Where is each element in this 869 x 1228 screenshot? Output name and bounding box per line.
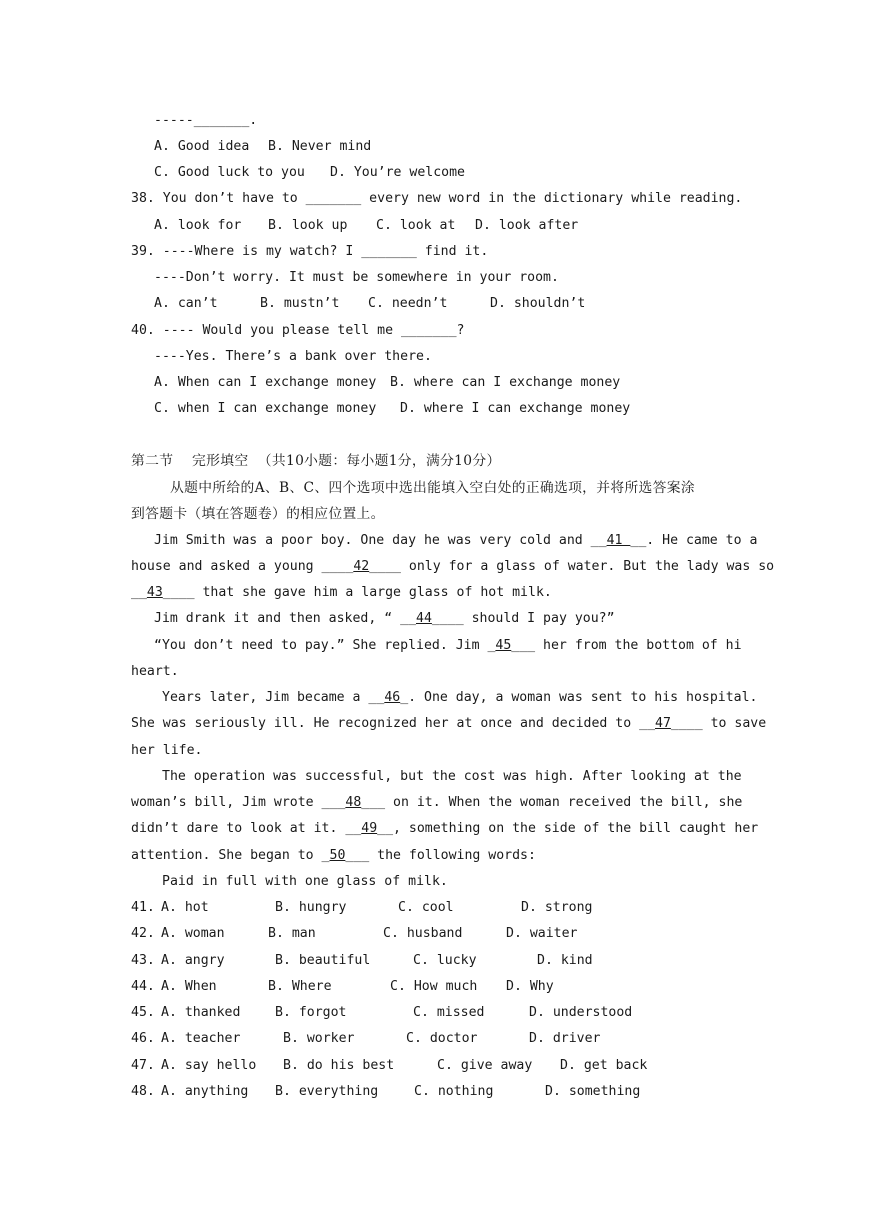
q40-options-row1 [0,374,869,392]
q37-dash-line: -----_______. [154,113,258,128]
q39-option-d: D. shouldn’t [490,296,586,311]
cloze-option: A. thanked [161,1005,241,1020]
q38-stem: 38. You don’t have to _______ every new word in the dictionary while reading. [131,191,743,206]
cloze-option: C. missed [413,1005,485,1020]
cloze-row-43: 43. A. angry B. beautiful C. lucky D. kind [131,953,593,968]
passage-line: She was seriously ill. He recognized her at once and decided to __47____ to save [131,716,767,731]
q39-stem: 39. ----Where is my watch? I _______ find it. [131,244,489,259]
passage-line: Paid in full with one glass of milk. [162,874,448,889]
cloze-option: D. strong [521,900,593,915]
section2-instructions-line2: 到答题卡（填在答题卷）的相应位置上。 [131,506,385,522]
cloze-option: C. nothing [414,1084,494,1099]
cloze-option: A. anything [161,1084,249,1099]
cloze-option: D. something [545,1084,641,1099]
passage-line: didn’t dare to look at it. __49__, something on the side of the bill caught her [131,821,759,836]
q40-option-a: A. When can I exchange money [154,375,377,390]
q37-option-a: A. Good idea [154,139,250,154]
q37-options-row1 [0,138,869,156]
passage-line: __43____ that she gave him a large glass of hot milk. [131,585,552,600]
blank-43: 43 [146,585,163,600]
passage-line: Jim drank it and then asked, “ __44____ should I pay you?” [154,611,615,626]
cloze-option: B. everything [275,1084,379,1099]
cloze-option: D. get back [560,1058,648,1073]
q40-option-b: B. where can I exchange money [390,375,621,390]
cloze-option: A. teacher [161,1031,241,1046]
blank-47: 47 [655,716,671,731]
cloze-option: A. say hello [161,1058,257,1073]
cloze-row-44: 44. A. When B. Where C. How much D. Why [131,979,554,994]
cloze-option: C. How much [390,979,478,994]
cloze-option: B. man [268,926,316,941]
cloze-option: D. kind [537,953,593,968]
cloze-option: D. driver [529,1031,601,1046]
blank-44: 44 [416,611,432,626]
cloze-row-48: 48. A. anything B. everything C. nothing D. something [131,1084,641,1099]
cloze-row-45: 45. A. thanked B. forgot C. missed D. understood [131,1005,633,1020]
q37-option-b: B. Never mind [268,139,372,154]
passage-line: attention. She began to _50___ the following words: [131,848,536,863]
q39-reply: ----Don’t worry. It must be somewhere in your room. [154,270,559,285]
q40-stem: 40. ---- Would you please tell me _______? [131,323,465,338]
q38-option-c: C. look at [376,218,456,233]
passage-line: heart. [131,664,179,679]
q38-option-d: D. look after [475,218,579,233]
passage-line: Jim Smith was a poor boy. One day he was very cold and __41 __. He came to a [154,533,758,548]
cloze-option: B. Where [268,979,332,994]
cloze-option: B. forgot [275,1005,347,1020]
cloze-option: A. hot [161,900,209,915]
cloze-row-42: 42. A. woman B. man C. husband D. waiter [131,926,578,941]
passage-line: woman’s bill, Jim wrote ___48___ on it. When the woman received the bill, she [131,795,743,810]
section2-heading: 第二节 完形填空 （共10小题：每小题1分，满分10分） [131,453,501,469]
passage-line: The operation was successful, but the cost was high. After looking at the [162,769,742,784]
q39-options [0,295,869,313]
cloze-option: B. do his best [283,1058,395,1073]
q38-options [0,217,869,235]
q39-option-a: A. can’t [154,296,218,311]
blank-50: 50 [329,848,346,863]
cloze-option: A. When [161,979,217,994]
q37-option-d: D. You’re welcome [330,165,465,180]
q39-option-b: B. mustn’t [260,296,340,311]
passage-line: “You don’t need to pay.” She replied. Jim _45___ her from the bottom of hi [154,638,742,653]
cloze-option: A. woman [161,926,225,941]
cloze-option: D. understood [529,1005,633,1020]
passage-line: her life. [131,743,203,758]
cloze-option: C. doctor [406,1031,478,1046]
blank-46: 46 [384,690,401,705]
blank-45: 45 [495,638,512,653]
blank-49: 49 [361,821,378,836]
passage-line: Years later, Jim became a __46_. One day, a woman was sent to his hospital. [162,690,758,705]
q38-option-a: A. look for [154,218,242,233]
cloze-row-47: 47. A. say hello B. do his best C. give away D. get back [131,1058,648,1073]
q40-options-row2 [0,400,869,418]
cloze-row-41: 41. A. hot B. hungry C. cool D. strong [131,900,593,915]
cloze-option: C. lucky [413,953,477,968]
cloze-option: C. husband [383,926,463,941]
section2-instructions-line1: 从题中所给的A、B、C、四个选项中选出能填入空白处的正确选项，并将所选答案涂 [170,480,695,496]
cloze-option: C. give away [437,1058,533,1073]
cloze-option: D. Why [506,979,554,994]
cloze-option: B. worker [283,1031,355,1046]
cloze-option: C. cool [398,900,454,915]
q40-option-c: C. when I can exchange money [154,401,377,416]
cloze-option: B. hungry [275,900,347,915]
cloze-option: D. waiter [506,926,578,941]
q40-option-d: D. where I can exchange money [400,401,631,416]
passage-line: house and asked a young ____42____ only for a glass of water. But the lady was so [131,559,775,574]
blank-42: 42 [353,559,370,574]
blank-48: 48 [345,795,362,810]
q40-reply: ----Yes. There’s a bank over there. [154,349,432,364]
cloze-option: B. beautiful [275,953,371,968]
cloze-option: A. angry [161,953,225,968]
q39-option-c: C. needn’t [368,296,448,311]
q37-options-row2 [0,164,869,182]
q37-option-c: C. Good luck to you [154,165,305,180]
cloze-row-46: 46. A. teacher B. worker C. doctor D. driver [131,1031,601,1046]
q38-option-b: B. look up [268,218,348,233]
blank-41: 41 [606,533,631,548]
